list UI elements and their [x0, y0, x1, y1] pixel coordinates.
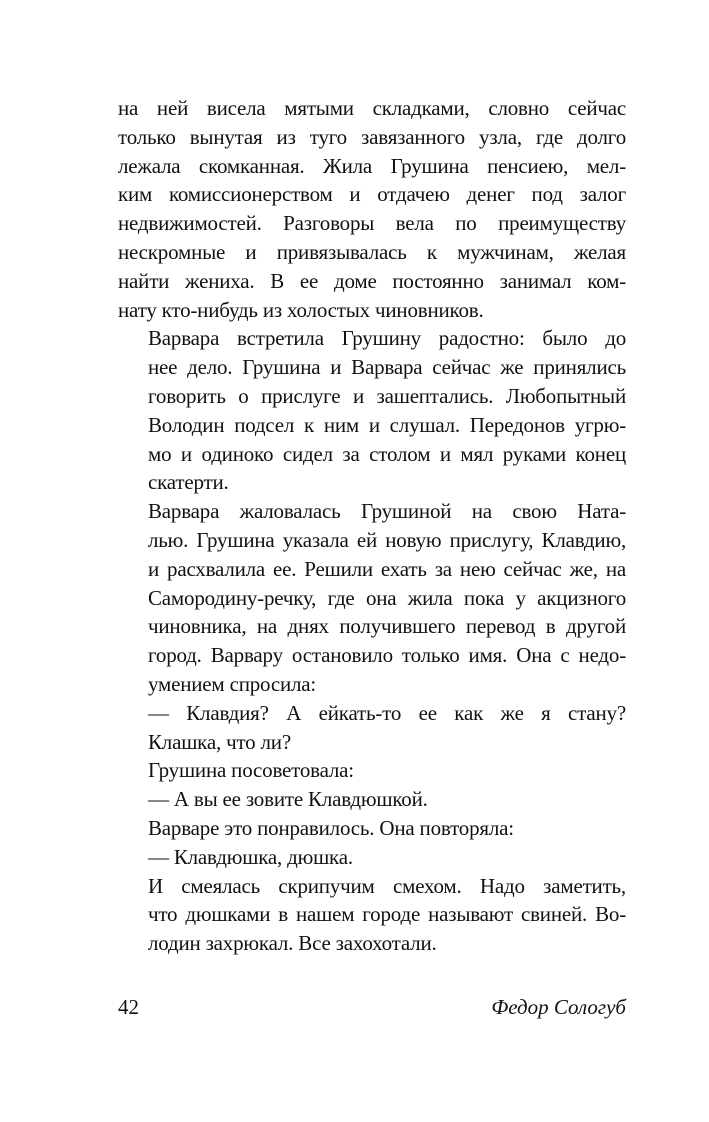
text-line: Варвара встретила Грушину радостно: было до: [148, 326, 626, 351]
text-line: умением спросила:: [148, 671, 317, 696]
paragraph: [118, 843, 626, 872]
page-number: 42: [118, 995, 139, 1019]
paragraph: [118, 756, 626, 785]
text-line: — Клавдия? А ейкать-то ее как же я стану?: [148, 700, 626, 725]
text-line: И смеялась скрипучим смехом. Надо заметить,: [148, 873, 626, 898]
text-line: скатерти.: [148, 470, 229, 495]
paragraph: [118, 699, 626, 757]
paragraph: [118, 872, 626, 958]
text-line: что дюшками в нашем городе называют свиней. Во-: [148, 902, 626, 927]
text-line: ким комиссионерством и отдачею денег под залог: [118, 182, 626, 207]
text-line: недвижимостей. Разговоры вела по преимуществу: [118, 211, 626, 236]
text-line: лью. Грушина указала ей новую прислугу, Клавдию,: [148, 527, 626, 552]
text-line: только вынутая из туго завязанного узла, где долго: [118, 124, 626, 149]
text-line: город. Варвару остановило только имя. Она с недо-: [148, 643, 626, 668]
text-line: нескромные и привязывалась к мужчинам, желая: [118, 239, 626, 264]
text-line: чиновника, на днях получившего перевод в другой: [148, 614, 626, 639]
paragraph: [118, 497, 626, 699]
text-line: Варваре это понравилось. Она повторяла:: [148, 815, 514, 840]
paragraph: [118, 785, 626, 814]
text-line: Клашка, что ли?: [148, 729, 291, 754]
paragraph: [118, 94, 626, 324]
text-line: — Клавдюшка, дюшка.: [148, 844, 353, 869]
running-title-author: Федор Сологуб: [491, 995, 626, 1019]
text-line: Володин подсел к ним и слушал. Передонов угрю-: [148, 412, 626, 437]
text-line: на ней висела мятыми складками, словно сейчас: [118, 96, 626, 120]
text-line: мо и одиноко сидел за столом и мял руками конец: [148, 441, 626, 466]
text-line: говорить о прислуге и зашептались. Любопытный: [148, 383, 626, 408]
text-line: Грушина посоветовала:: [148, 758, 354, 783]
paragraph: [118, 324, 626, 497]
body-text: [118, 94, 626, 958]
text-line: и расхвалила ее. Решили ехать за нею сейчас же, на: [148, 556, 626, 581]
text-line: лежала скомканная. Жила Грушина пенсиею, мел-: [118, 153, 626, 178]
text-line: нее дело. Грушина и Варвара сейчас же принялись: [148, 355, 626, 380]
text-line: нату кто-нибудь из холостых чиновников.: [118, 297, 484, 322]
text-line: лодин захрюкал. Все захохотали.: [148, 931, 437, 956]
text-line: найти жениха. В ее доме постоянно занимал ком-: [118, 268, 626, 293]
text-line: Самородину-речку, где она жила пока у акцизного: [148, 585, 626, 610]
page-footer: [118, 992, 626, 1022]
text-line: Варвара жаловалась Грушиной на свою Ната-: [148, 499, 626, 524]
paragraph: [118, 814, 626, 843]
text-line: — А вы ее зовите Клавдюшкой.: [148, 787, 428, 812]
